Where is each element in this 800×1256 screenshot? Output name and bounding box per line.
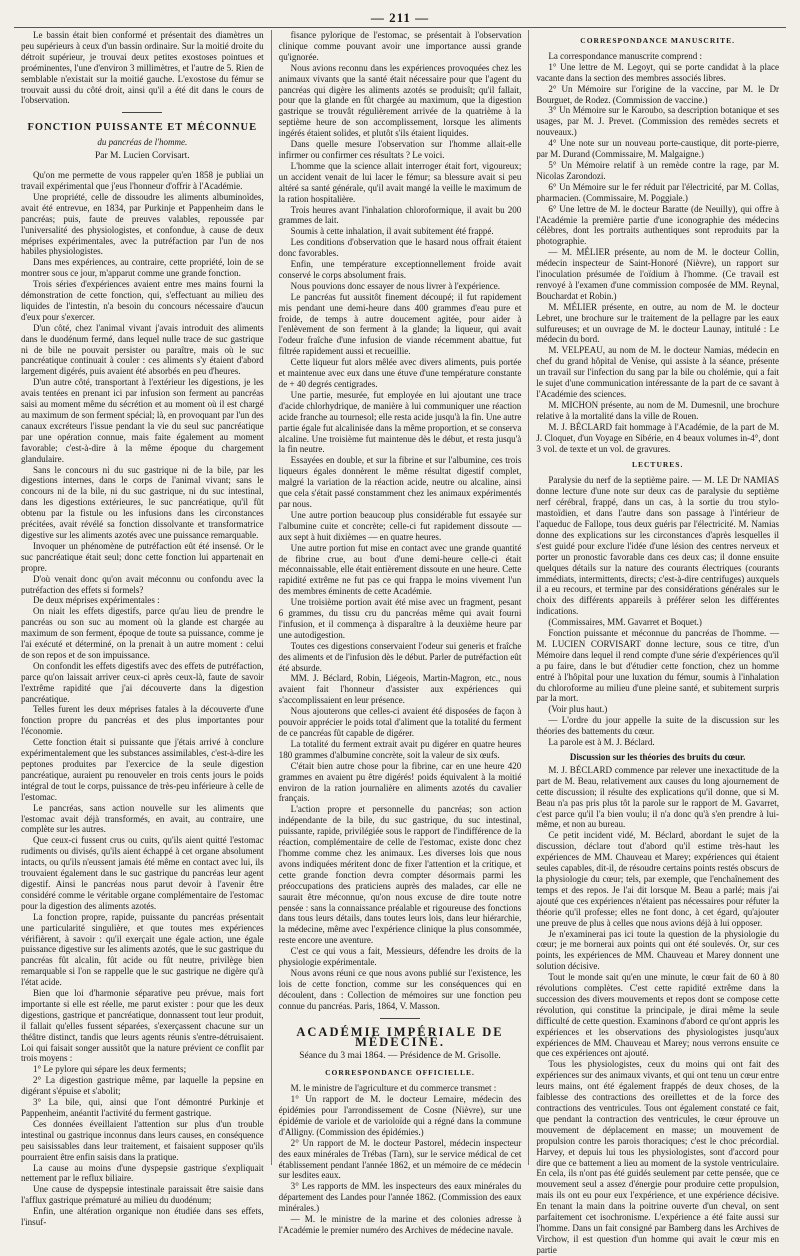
paragraph: MM. J. Béclard, Robin, Liégeois, Martin-Magron, etc., nous avaient fait l'honneur d'assister aux expériences qui s'accomplissaient en leur présence. bbox=[278, 673, 522, 706]
paragraph: On niait les effets digestifs, parce qu'au lieu de prendre le pancréas ou son suc au moment où la glande est chargée au maximum de son ferment, époque de toute sa puissance, comme je l'ai exécuté et déterminé, on la prenait à un autre moment : celui de son repos et de son impuissance. bbox=[21, 606, 264, 660]
paragraph: 5° Un Mémoire relatif à un remède contre la rage, par M. Nicolas Zarondozi. bbox=[536, 159, 780, 181]
paragraph: Toutes ces digestions conservaient l'odeur sui generis et fraîche des aliments et de l'infusion dès le début. Parler de putréfaction eût été absurde. bbox=[278, 640, 522, 673]
paragraph: — M. MÉLIER présente, au nom de M. le docteur Collin, médecin inspecteur de Saint-Honoré (Nièvre), un rapport sur l'inoculation présumée de l'oïdium à l'homme. (Ce travail est renvoyé à l'examen d'une commission composée de MM. Reynal, Bouchardat et Robin.) bbox=[536, 247, 780, 301]
author-line: Par M. Lucien Corvisart. bbox=[94, 151, 190, 162]
paragraph: Nous avons réuni ce que nous avons publié sur l'existence, les lois de cette fonction, comme sur les conséquences qui en découlent, dans : Collection de mémoires sur une fonction peu connue du pancréas. Paris, 1864, V. Masson. bbox=[278, 967, 522, 1011]
lectures-title: LECTURES. bbox=[632, 460, 684, 470]
section-title: FONCTION PUISSANTE ET MÉCONNUE bbox=[27, 122, 258, 134]
paragraph: M. VELPEAU, au nom de M. le docteur Namias, médecin en chef du grand hôpital de Venise, qui assiste à la séance, présente un travail sur l'infection du sang par la bile ou cholémie, qui a fait le sujet d'une communication intéressante de la part de ce savant à l'Académie des sciences. bbox=[536, 345, 780, 399]
paragraph: Tous les physiologistes, ceux du moins qui ont fait des expériences sur des animaux vivants, et qui ont tenu un cœur entre leurs mains, ont été également frappés de deux choses, de la faiblesse des contractions des oreillettes et de la force des contractions des ventricules. Tous ont également constaté ce fait, que pendant la contraction des ventricules, le cœur éprouve un mouvement de déplacement en masse; un mouvement de propulsion contre les parois thoraciques; c'est le choc précordial. Harvey, et depuis lui tous les physiologistes, sont d'accord pour dire que ce battement a lieu au moment de la systole ventriculaire. En cela, ils n'ont pas été guidés seulement par cette pensée, que ce mouvement seul a assez d'énergie pour produire cette propulsion, mais ils ont eu pour eux l'expérience, et une expérience décisive. En tenant la main dans la poitrine ouverte d'un cheval, on sent parfaitement cet isochronisme. L'expérience a été faite aussi sur l'homme. Dans un fait consigné par Bamberg dans les Archives de Virchow, il est question d'un homme qui avait le cœur mis en partie bbox=[536, 1059, 780, 1255]
lectures-block bbox=[536, 475, 779, 748]
paragraph: 1° Le pylore qui sépare les deux ferments; bbox=[33, 1064, 187, 1075]
paragraph: Dans quelle mesure l'observation sur l'homme allait-elle infirmer ou confirmer ces résultats ? Le voici. bbox=[278, 139, 522, 160]
paragraph: L'action propre et personnelle du pancréas; son action indépendante de la bile, du suc gastrique, du suc intestinal, puissante, rapide, privilégiée sous le rapport de l'indifférence de la réaction, complémentaire de celle de l'estomac, existe donc chez l'homme comme chez les animaux. Les diverses lois que nous avons indiquées méritent donc de fixer l'attention et la critique, et cette grande fonction devra compter désormais parmi les préoccupations des praticiens auprès des malades, car elle ne saurait être méconnue, qu'on nous excuse de dire toute notre pensée : sans la connaissance préalable et rigoureuse des fonctions dans tous leurs détails, dans toutes leurs lois, dans leur hiérarchie, la médecine, même avec l'expérience clinique la plus consommée, reste encore une aventure. bbox=[278, 804, 522, 946]
paragraph: M. le ministre de l'agriculture et du commerce transmet : bbox=[290, 1083, 497, 1094]
paragraph: Enfin, une altération organique non étudiée dans ses effets, l'insuf- bbox=[21, 1206, 264, 1228]
paragraph: Je n'examinerai pas ici toute la question de la physiologie du cœur; je me bornerai aux points qui ont été soulevés. Or, sur ces points, les expériences de MM. Chauveau et Marey donnent une solution décisive. bbox=[536, 928, 780, 972]
article-continuation bbox=[279, 30, 522, 1012]
discussion-title: Discussion sur les théories des bruits du cœur. bbox=[569, 752, 746, 762]
paragraph: D'un côté, chez l'animal vivant j'avais introduit des aliments dans le duodénum fermé, dans lequel nulle trace de suc gastrique ni de bile ne pouvait persister ou paraître, mais où le suc pancréatique continuait à couler : ces aliments s'y étaient d'abord largement digérés, puis avaient été absorbés en peu d'heures. bbox=[21, 322, 264, 377]
paragraph: Nous pouvions donc essayer de nous livrer à l'expérience. bbox=[290, 280, 501, 291]
paragraph: C'est ce qui vous a fait, Messieurs, défendre les droits de la physiologie expérimentale. bbox=[278, 946, 522, 968]
paragraph: Les conditions d'observation que le hasard nous offrait étaient donc favorables. bbox=[278, 237, 522, 259]
manuscript-correspondence-title: CORRESPONDANCE MANUSCRITE. bbox=[580, 36, 736, 45]
paragraph: M. J. BÉCLARD commence par relever une inexactitude de la part de M. Beau, relativement aux causes du long ajournement de cette discussion; il résulte des explications qu'il donne, que si M. Beau n'a pas pris plus tôt la parole sur le rapport de M. Gavarret, c'est parce qu'il l'a bien voulu; il n'a donc qu'à s'en prendre à lui-même, et non au bureau. bbox=[536, 764, 780, 830]
discussion-block bbox=[536, 765, 779, 1256]
academy-title: ACADÉMIE IMPÉRIALE DE MÉDECINE. bbox=[296, 1024, 504, 1050]
paragraph: Enfin, une température exceptionnellement froide avait conservé le corps absolument frais. bbox=[278, 259, 522, 280]
paragraph: Que ceux-ci fussent crus ou cuits, qu'ils aient quitté l'estomac rudiments ou divisés, qu'ils aient échappé à cet organe absolument intacts, ou qu'ils n'eussent jamais été même en contact avec lui, ils trouvaient également dans le suc gastrique du pancréas leur agent digestif. Ainsi le pancréas nous parut devoir à l'avenir être considéré comme le véritable organe complémentaire de l'estomac pour la digestion des aliments azotés. bbox=[21, 835, 264, 911]
paragraph: — M. le ministre de la marine et des colonies adresse à l'Académie le premier numéro des Archives de médecine navale. bbox=[278, 1214, 522, 1235]
paragraph: Le bassin était bien conformé et présentait des diamètres un peu supérieurs à ceux d'un bassin ordinaire. Sur la moitié droite du détroit supérieur, je trouvai deux petites exostoses pointues et proéminentes, l'une d'environ 3 millimètres, et l'autre de 5. Rien de semblable n'existait sur la moitié gauche. L'exostose du fémur se trouvait aussi du côté droit, ainsi qu'il a été dit dans le cours de l'observation. bbox=[21, 30, 264, 106]
paragraph: Invoquer un phénomène de putréfaction eût été insensé. Or le suc pancréatique était seul; donc cette fonction lui appartenait en propre. bbox=[21, 540, 264, 573]
paragraph: Paralysie du nerf de la septième paire. — M. LE Dr NAMIAS donne lecture d'une note sur deux cas de paralysie du septième nerf cérébral, frappé, dans un cas, à la sortie du trou stylo-mastoïdien, et dans l'autre dans son passage à l'intérieur de l'aqueduc de Fallope, tous deux guéris par l'électricité. M. Namias donne des explications sur les circonstances d'après lesquelles il s'est guidé pour exclure l'idée d'une lésion des centres nerveux et porter un pronostic favorable dans ces deux cas; il donne ensuite quelques détails sur la nature des courants électriques (courants immédiats, intermittents, directs; c'est-à-dire centrifuges) auxquels il a eu recours, et termine par des considérations générales sur le choix des différents appareils à préférer selon les différentes indications. bbox=[536, 475, 780, 617]
paragraph: 2° La digestion gastrique même, par laquelle la pepsine en digérant s'épuise et s'abolit; bbox=[21, 1075, 264, 1097]
article-body bbox=[21, 170, 264, 1228]
paragraph: La totalité du ferment extrait avait pu digérer en quatre heures 180 grammes d'albumine concrète, soit la valeur de six œufs. bbox=[278, 738, 522, 760]
column-2 bbox=[271, 30, 529, 1235]
paragraph: Cette liqueur fut alors mêlée avec divers aliments, puis portée et maintenue avec eux dans une étuve d'une température constante de + 40 degrés centigrades. bbox=[278, 357, 522, 389]
paragraph: Dans mes expériences, au contraire, cette propriété, loin de se montrer sous ce jour, m'apparut comme une grande fonction. bbox=[21, 257, 264, 279]
paragraph: La cause au moins d'une dyspepsie gastrique s'expliquait nettement par le reflux biliaire. bbox=[21, 1162, 264, 1184]
paragraph: 6° Une lettre de M. le docteur Baratte (de Neuilly), qui offre à l'Académie la première partie d'une iconographie des médecins célèbres, dont les portraits authentiques sont reproduits par la photographie. bbox=[536, 203, 780, 247]
paragraph: Une partie, mesurée, fut employée en lui ajoutant une trace d'acide chlorhydrique, de manière à lui communiquer une réaction acide franche au tournesol; elle resta acide jusqu'à la fin. Une autre partie égale fut alcalinisée dans la même proportion, et se conserva alcaline. Une troisième fut maintenue dès le début, et resta jusqu'à la fin neutre. bbox=[278, 389, 522, 455]
paragraph: La correspondance manuscrite comprend : bbox=[548, 50, 703, 61]
paragraph: Bien que loi d'harmonie séparative peu prévue, mais fort importante si elle est réelle, me parut exister : pour que les deux digestions, gastrique et pancréatique, donnassent tout leur produit, il fallait qu'elles fussent séparées, s'exerçassent chacune sur un théâtre distinct, tandis que leurs agents réunis s'entre-détruisaient. Loi qui faisait songer aussitôt que la nature prévient ce conflit par trois moyens : bbox=[21, 988, 264, 1064]
page-number: — 211 — bbox=[370, 10, 430, 25]
paragraph: Ce petit incident vidé, M. Béclard, abordant le sujet de la discussion, déclare tout d'abord qu'il estime très-haut les expériences de MM. Chauveau et Marey; expériences qui étaient seules capables, dit-il, de résoudre certains points restés obscurs de la physiologie du cœur; tels, par exemple, que l'enchaînement des temps et des repos. Je l'ai dit lorsque M. Beau a parlé; mais j'ai ajouté que ces expériences n'étaient pas nécessaires pour réfuter la théorie qu'il professe; elles ne font donc, à cet égard, qu'ajouter une preuve de plus à celles que nous avions déjà à lui opposer. bbox=[536, 830, 780, 928]
paragraph: Qu'on me permette de vous rappeler qu'en 1858 je publiai un travail expérimental que j'eus l'honneur d'offrir à l'Académie. bbox=[21, 170, 264, 191]
paragraph: 2° Un Mémoire sur l'origine de la vaccine, par M. le Dr Bourguet, de Rodez. (Commission de vaccine.) bbox=[536, 83, 780, 105]
manuscript-correspondence bbox=[536, 51, 779, 455]
paragraph: Ces données éveillaient l'attention sur plus d'un trouble intestinal ou gastrique inconnus dans leurs causes, en conséquence peu saisissables dans leur traitement, et faisaient supposer qu'ils pourraient être enfin saisis dans la pratique. bbox=[21, 1118, 264, 1162]
paragraph: Fonction puissante et méconnue du pancréas de l'homme. — M. LUCIEN CORVISART donne lecture, sous ce titre, d'un Mémoire dans lequel il rend compte d'une série d'expériences qu'il a pu faire, dans le but d'étudier cette fonction, chez un homme entré à l'hôpital pour une luxation du fémur, soumis à l'inhalation du chloroforme au milieu d'une pleine santé, et subitement surpris par la mort. bbox=[536, 628, 780, 704]
paragraph: La fonction propre, rapide, puissante du pancréas présentait une particularité singulière, et que toutes mes expériences vérifièrent, à savoir : qu'il exerçait une égale action, une égale puissance digestive sur les aliments azotés, que le suc gastrique du pancréas fût alcalin, fût acide ou fût neutre, privilège bien remarquable si l'on se rappelle que le suc gastrique ne digère qu'à l'état acide. bbox=[21, 911, 264, 988]
paragraph: 1° Une lettre de M. Legoyt, qui se porte candidat à la place vacante dans la section des membres associés libres. bbox=[536, 61, 780, 83]
paragraph: (Voir plus haut.) bbox=[548, 704, 608, 715]
columns bbox=[14, 30, 786, 1255]
paragraph: Tout le monde sait qu'en une minute, le cœur fait de 60 à 80 révolutions complètes. C'est cette rapidité extrême dans la succession des divers mouvements et repos dont se compose cette révolution, qui constitue la principale, je dirai même la seule difficulté de cette question. Examinons d'abord ce qu'ont appris les expériences et les observations des physiologistes jusqu'aux expériences de MM. Chauveau et Marey; nous verrons ensuite ce que ces expériences ont ajouté. bbox=[536, 972, 780, 1059]
paragraph: C'était bien autre chose pour la fibrine, car en une heure 420 grammes en avaient pu être digérés! poids équivalent à la moitié environ de la ration journalière en aliments azotés du cavalier français. bbox=[278, 760, 522, 804]
paragraph: Nous avions reconnu dans les expériences provoquées chez les animaux vivants que la santé était nécessaire pour que l'agent du pancréas qui digère les aliments azotés se produisît; qu'il fallait, pour que la glande en fût chargée au maximum, que la digestion gastrique se trouvât régulièrement arrivée de la quatrième à la septième heure de son accomplissement, lorsque les aliments ingérés étaient solides, et plutôt s'ils étaient liquides. bbox=[278, 62, 522, 139]
paragraph: fisance pylorique de l'estomac, se présentait à l'observation clinique comme pouvant avoir une importance aussi grande qu'ignorée. bbox=[278, 30, 522, 62]
paragraph: 2° Un rapport de M. le docteur Pastorel, médecin inspecteur des eaux minérales de Trébas (Tarn), sur le service médical de cet établissement pendant l'année 1862, et un mémoire de ce médecin sur lesdites eaux. bbox=[278, 1137, 522, 1181]
paragraph: 3° La bile, qui, ainsi que l'ont démontré Purkinje et Pappenheim, anéantit l'activité du ferment gastrique. bbox=[21, 1097, 264, 1118]
paragraph: M. MÉLIER présente, en outre, au nom de M. le docteur Lebret, une brochure sur le traitement de la pellagre par les eaux sulfureuses; et un ouvrage de M. le docteur Launay, intitulé : Le médecin du bord. bbox=[536, 301, 780, 345]
paragraph: Trois séries d'expériences avaient entre mes mains fourni la démonstration de cette fonction, qui, s'effectuant au milieu des liquides de l'intestin, n'a besoin du concours nécessaire d'aucun d'eux pour s'exercer. bbox=[21, 279, 264, 322]
paragraph: Trois heures avant l'inhalation chloroformique, il avait bu 200 grammes de lait. bbox=[278, 204, 522, 226]
paragraph: La parole est à M. J. Béclard. bbox=[548, 737, 655, 748]
paragraph: Une autre portion beaucoup plus considérable fut essayée sur l'albumine cuite et concrète; celle-ci fut rapidement dissoute — aux sept à huit dixièmes — en quatre heures. bbox=[278, 509, 522, 542]
official-correspondence-title: CORRESPONDANCE OFFICIELLE. bbox=[325, 1068, 475, 1078]
paragraph: Une propriété, celle de dissoudre les aliments albuminoïdes, avait été entrevue, en 1834, par Purkinje et Pappenheim dans le pancréas; puis, faute de preuves valables, repoussée par l'universalité des physiologistes, et confondue, à cause de deux méprises expérimentales, avec la putréfaction par l'un de nos habiles physiologistes. bbox=[21, 191, 264, 257]
meeting-line: Séance du 3 mai 1864. — Présidence de M. Grisolle. bbox=[299, 1051, 501, 1062]
paragraph: M. J. BÉCLARD fait hommage à l'Académie, de la part de M. J. Cloquet, d'un Voyage en Sibérie, en 4 beaux volumes in-4°, dont 3 vol. de texte et un vol. de gravures. bbox=[536, 421, 780, 454]
paragraph: Soumis à cette inhalation, il avait subitement été frappé. bbox=[290, 226, 494, 237]
paragraph: Une cause de dyspepsie intestinale paraissait être saisie dans l'afflux gastrique prématuré au milieu du duodénum; bbox=[21, 1184, 264, 1206]
paragraph: — L'ordre du jour appelle la suite de la discussion sur les théories des battements du cœur. bbox=[536, 715, 780, 737]
column-1 bbox=[14, 30, 271, 1228]
paragraph: 3° Les rapports de MM. les inspecteurs des eaux minérales du département des Landes pour l'année 1862. (Commission des eaux minérales.) bbox=[278, 1181, 522, 1214]
intro-block bbox=[21, 30, 264, 106]
paragraph: D'où venait donc qu'on avait méconnu ou confondu avec la putréfaction des effets si formels? bbox=[21, 573, 264, 595]
paragraph: Cette fonction était si puissante que j'étais arrivé à conclure expérimentalement que les substances assimilables, c'est-à-dire les peptones produites par l'exercice de la seule digestion pancréatique, auraient pu renouveler en trois cents jours le poids intégral de tout le corps, puissance de très-peu inférieure à celle de l'estomac. bbox=[21, 737, 264, 802]
paragraph: Nous ajouterons que celles-ci avaient été disposées de façon à pouvoir apprécier le poids total d'aliment que la totalité du ferment de ce pancréas fût capable de digérer. bbox=[278, 706, 522, 738]
paragraph: 3° Un Mémoire sur le Karoubo, sa description botanique et ses usages, par M. J. Prevet. (Commission des remèdes secrets et nouveaux.) bbox=[536, 105, 780, 138]
divider bbox=[380, 1018, 420, 1019]
column-3 bbox=[528, 30, 786, 1255]
paragraph: Une autre portion fut mise en contact avec une grande quantité de fibrine crue, au bout d'une demi-heure celle-ci était méconnaissable, elle était entièrement dissoute en une heure. Cette rapidité extrême ne fut pas ce qui frappa le moins vivement l'un des membres éminents de cette Académie. bbox=[278, 542, 522, 597]
paragraph: 4° Une note sur un nouveau porte-caustique, dit porte-pierre, par M. Durand (Commissaire, M. Malgaigne.) bbox=[536, 138, 780, 160]
paragraph: D'un autre côté, transportant à l'extérieur les digestions, je les avais tentées en prenant ici par infusion son ferment au pancréas saisi au moment même du sécrétion et au moment où il est chargé au maximum de son ferment spécial; là, en provoquant par l'un des canaux excréteurs l'issue pendant la vie du seul suc pancréatique par une opération connue, mais faite également au moment favorable; c'est-à-dire à la même époque du chargement glandulaire. bbox=[21, 377, 264, 464]
paragraph: Le pancréas fut aussitôt finement découpé; il fut rapidement mis pendant une demi-heure dans 400 grammes d'eau pure et froide, de temps à autre doucement agitée, pour aider à l'enlèvement de son ferment à la glande; la liqueur, qui avait l'odeur fraîche d'une infusion de viande récemment abattue, fut filtrée rapidement aussi et recueillie. bbox=[278, 291, 522, 357]
header-rule bbox=[14, 27, 786, 28]
paragraph: Telles furent les deux méprises fatales à la découverte d'une fonction propre du pancréas et des plus importantes pour l'économie. bbox=[21, 704, 264, 737]
section-subtitle: du pancréas de l'homme. bbox=[97, 137, 188, 148]
divider bbox=[122, 112, 162, 113]
paragraph: L'homme que la science allait interroger était fort, vigoureux; un accident venait de lui lacer le fémur; sa blessure avait si peu altéré sa santé générale, qu'il avait mangé la veille le maximum de la ration hospitalière. bbox=[278, 160, 522, 204]
paragraph: M. MICHON présente, au nom de M. Dumesnil, une brochure relative à la mortalité dans la ville de Rouen. bbox=[536, 399, 780, 421]
paragraph: Sans le concours ni du suc gastrique ni de la bile, par les digestions internes, dans le corps de l'animal vivant; sans le concours ni de la bile, ni du suc gastrique, ni du suc intestinal, dans les digestions extérieures, le suc pancréatique, qu'il fût obtenu par la fistule ou les infusions dans les circonstances précitées, avait révélé sa fonction dissolvante et transformatrice digestive sur les aliments azotés avec une puissance remarquable. bbox=[21, 464, 264, 540]
paragraph: De deux méprises expérimentales : bbox=[33, 595, 160, 606]
paragraph: Le pancréas, sans action nouvelle sur les aliments que l'estomac avait déjà transformés, en avait, au contraire, une complète sur les autres. bbox=[21, 802, 264, 835]
paragraph: 1° Un rapport de M. le docteur Lemaire, médecin des épidémies pour l'arrondissement de Cosne (Nièvre), sur une épidémie de variole et de varioloïde qui a régné dans la commune d'Alligny. (Commission des épidémies.) bbox=[278, 1094, 522, 1137]
paragraph: (Commissaires, MM. Gavarret et Boquet.) bbox=[548, 617, 702, 628]
paragraph: On confondit les effets digestifs avec des effets de putréfaction, parce qu'on laissait arriver ceux-ci après ceux-là, faute de savoir l'extrême rapidité que j'ai découverte dans la digestion pancréatique. bbox=[21, 660, 264, 704]
paragraph: Une troisième portion avait été mise avec un fragment, pesant 6 grammes, du tissu cru du pancréas même qui avait fourni l'infusion, et il commença à disparaître à la deuxième heure par une autodigestion. bbox=[278, 597, 522, 640]
paragraph: 6° Un Mémoire sur le fer réduit par l'électricité, par M. Collas, pharmacien. (Commissaire, M. Poggiale.) bbox=[536, 181, 780, 203]
official-correspondence bbox=[279, 1083, 522, 1236]
paragraph: Essayées en double, et sur la fibrine et sur l'albumine, ces trois liqueurs égales donnèrent le même résultat digestif complet, malgré la variation de la réaction acide, neutre ou alcaline, ainsi que cela s'était passé constamment chez les animaux expérimentés par nous. bbox=[278, 455, 522, 509]
